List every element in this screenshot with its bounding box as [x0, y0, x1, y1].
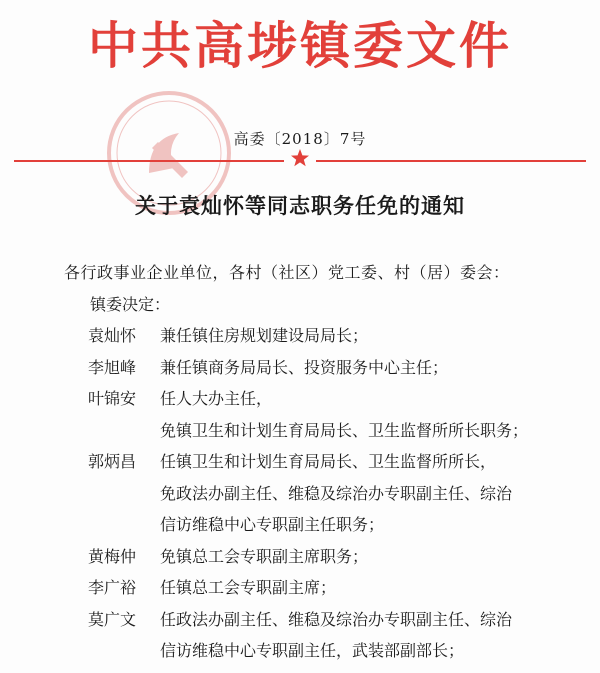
- appointee-name: 郭炳昌: [88, 452, 137, 471]
- notice-title: 关于袁灿怀等同志职务任免的通知: [135, 193, 465, 218]
- appointment-text: 任镇总工会专职副主席；: [160, 578, 337, 597]
- appointee-name: 莫广文: [88, 609, 137, 629]
- appointment-text: 兼任镇商务局局长、投资服务中心主任；: [160, 357, 449, 377]
- appointee-name: 叶锦安: [88, 389, 137, 408]
- appointment-text: 免镇总工会专职副主席职务；: [160, 546, 369, 566]
- appointee-name: 黄梅仲: [88, 546, 137, 566]
- appointment-text: 任镇卫生和计划生育局局长、卫生监督所所长，: [160, 452, 497, 471]
- appointment-text: 信访维稳中心专职副主任职务；: [160, 515, 385, 534]
- document-number: 高委〔2018〕7号: [233, 130, 367, 148]
- header-rule-right: [316, 160, 586, 162]
- appointment-text: 免镇卫生和计划生育局局长、卫生监督所所长职务；: [160, 420, 529, 440]
- appointee-name: 李旭峰: [88, 357, 137, 377]
- addressee-line: 各行政事业企业单位，各村（社区）党工委、村（居）委会：: [64, 263, 510, 282]
- masthead-title: 中共高埗镇委文件: [88, 16, 512, 75]
- appointee-name: 李广裕: [88, 578, 137, 597]
- header-rule-left: [14, 160, 284, 162]
- appointment-text: 兼任镇住房规划建设局局长；: [160, 326, 369, 345]
- appointment-text: 免政法办副主任、维稳及综治办专职副主任、综治: [160, 483, 513, 503]
- red-star-icon: [290, 148, 310, 168]
- appointment-text: 信访维稳中心专职副主任，武装部副部长；: [160, 641, 465, 660]
- intro-line: 镇委决定：: [90, 295, 171, 314]
- appointee-name: 袁灿怀: [88, 326, 137, 345]
- appointment-text: 任人大办主任，: [160, 389, 273, 408]
- appointment-text: 任政法办副主任、维稳及综治办专职副主任、综治: [160, 609, 513, 629]
